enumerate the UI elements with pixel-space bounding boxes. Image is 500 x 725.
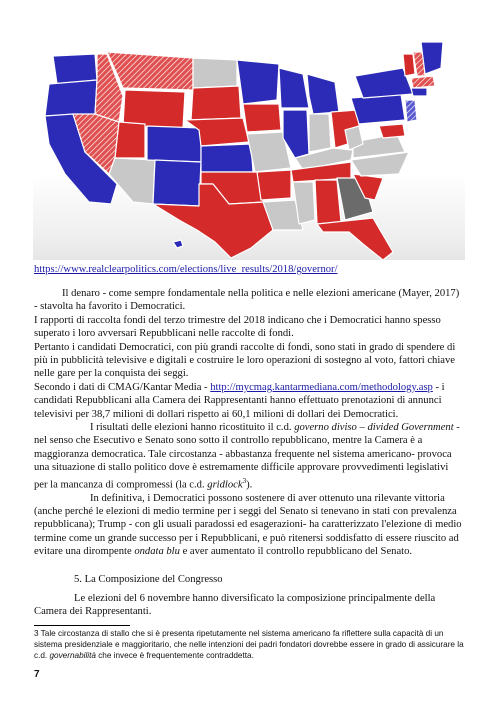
paragraph-money: Il denaro - come sempre fondamentale nella politica e nelle elezioni americane (Mayer, 2017) - stavolta ha favorito i Democratici. xyxy=(34,288,460,313)
divided-text-b: - nel senso che Esecutivo e Senato sono sotto il controllo repubblicano, mentre la Camera è a maggioranza democratica. Tale circostanza - abbastanza frequente nel sistema americano- provoca una situazione di stallo politico dove è estremamente difficile approvare provvedimenti legislativi per la mancanza di compromessi (la c.d. xyxy=(34,422,460,491)
source-line xyxy=(34,263,464,276)
state-in xyxy=(309,114,331,152)
body-text xyxy=(34,287,464,619)
paragraph-cmag xyxy=(34,381,464,421)
blue-wave-term: ondata blu xyxy=(134,546,180,558)
state-fl xyxy=(317,218,393,260)
state-hi xyxy=(173,240,183,248)
page-number: 7 xyxy=(34,669,40,680)
state-or xyxy=(45,80,97,116)
footnote-divider xyxy=(34,625,130,626)
source-link[interactable]: https://www.realclearpolitics.com/elections/live_results/2018/governor/ xyxy=(34,264,338,275)
paragraph-conclusion xyxy=(34,492,464,559)
state-mn xyxy=(237,60,279,104)
us-map-svg xyxy=(33,34,465,260)
state-md xyxy=(379,124,405,138)
paragraph-divided-government xyxy=(34,421,464,492)
state-wi xyxy=(279,68,309,108)
state-nm xyxy=(153,160,201,206)
cmag-text-a: Secondo i dati di CMAG/Kantar Media - xyxy=(34,381,211,393)
state-nj xyxy=(405,100,417,122)
cmag-link[interactable]: http://mycmag.kantarmediana.com/methodology.asp xyxy=(210,381,433,393)
divided-government-term: governo diviso – divided Government xyxy=(294,422,454,434)
us-governor-results-map xyxy=(33,34,465,260)
state-ia xyxy=(243,104,281,132)
divided-text-c: ). xyxy=(246,479,253,491)
footnote xyxy=(34,628,464,661)
section-heading: 5. La Composizione del Congresso xyxy=(74,573,223,585)
state-wy xyxy=(123,90,185,128)
governability-term: governabilità xyxy=(49,651,96,660)
state-ks xyxy=(201,144,253,172)
state-al xyxy=(315,180,341,224)
state-wa xyxy=(53,54,97,84)
paragraph-fundraising: I rapporti di raccolta fondi del terzo trimestre del 2018 indicano che i Democratici hanno spesso superato i loro avversari Repubblicani nelle raccolte di fondi. xyxy=(34,314,441,340)
state-sd xyxy=(191,86,241,120)
footnote-ref[interactable]: 3 xyxy=(242,476,247,485)
state-mi xyxy=(307,74,339,114)
gridlock-term: gridlock xyxy=(207,479,243,491)
paragraph-spending: Pertanto i candidati Democratici, con più grandi raccolte di fondi, sono stati in grado di spendere di più in pubblicità televisive e digitali e costruire le loro operazioni di sostegno al voto, fattori chiave nelle gare per la conquista dei seggi. xyxy=(34,341,456,380)
cmag-text-b: - i candidati Repubblicani alla Camera dei Rappresentanti hanno effettuato prenotazioni di annunci televisivi per 38,7 milioni di dollari rispetto ai 60,1 milioni di dollari dei Democratici. xyxy=(34,381,445,420)
state-nd xyxy=(193,58,237,88)
conclusion-text-b: e aver aumentato il controllo repubblicano del Senato. xyxy=(179,546,413,558)
footnote-text-b: che invece è frequentemente contraddetta. xyxy=(95,651,254,660)
conclusion-text-a: In definitiva, i Democratici possono sostenere di aver ottenuto una rilevante vittoria (anche perché le elezioni di medio termine per i seggi del Senato si tenevano in stati con prevalenza repubblicana); Trump - con gli usuali paradossi ed esagerazioni- ha caratterizzato l'elezione di medio termine come un grande successo per i Repubblicani, e può ritenersi soddisfatto di essere riuscito ad evitare una dirompente xyxy=(34,492,462,558)
state-mt xyxy=(107,52,193,90)
state-co xyxy=(147,126,201,162)
state-ar xyxy=(257,170,291,200)
state-az xyxy=(109,158,155,204)
divided-text-a: I risultati delle elezioni hanno ricostituito il c.d. xyxy=(90,422,295,434)
state-ma xyxy=(411,76,435,88)
state-ct xyxy=(411,88,427,96)
state-ut xyxy=(115,122,145,158)
footnote-text-a: 3 Tale circostanza di stallo che si è presenta ripetutamente nel sistema americano fa riflettere sulla capacità di un sistema presidenziale e maggioritario, che nelle intenzioni dei padri fondatori dovrebbe essere in grado di assicurare la c.d. xyxy=(34,629,464,660)
paragraph-composition: Le elezioni del 6 novembre hanno diversificato la composizione principalmente della Camera dei Rappresentanti. xyxy=(34,593,436,618)
state-me xyxy=(421,42,443,74)
state-vt xyxy=(403,54,415,76)
state-pa xyxy=(351,94,405,124)
